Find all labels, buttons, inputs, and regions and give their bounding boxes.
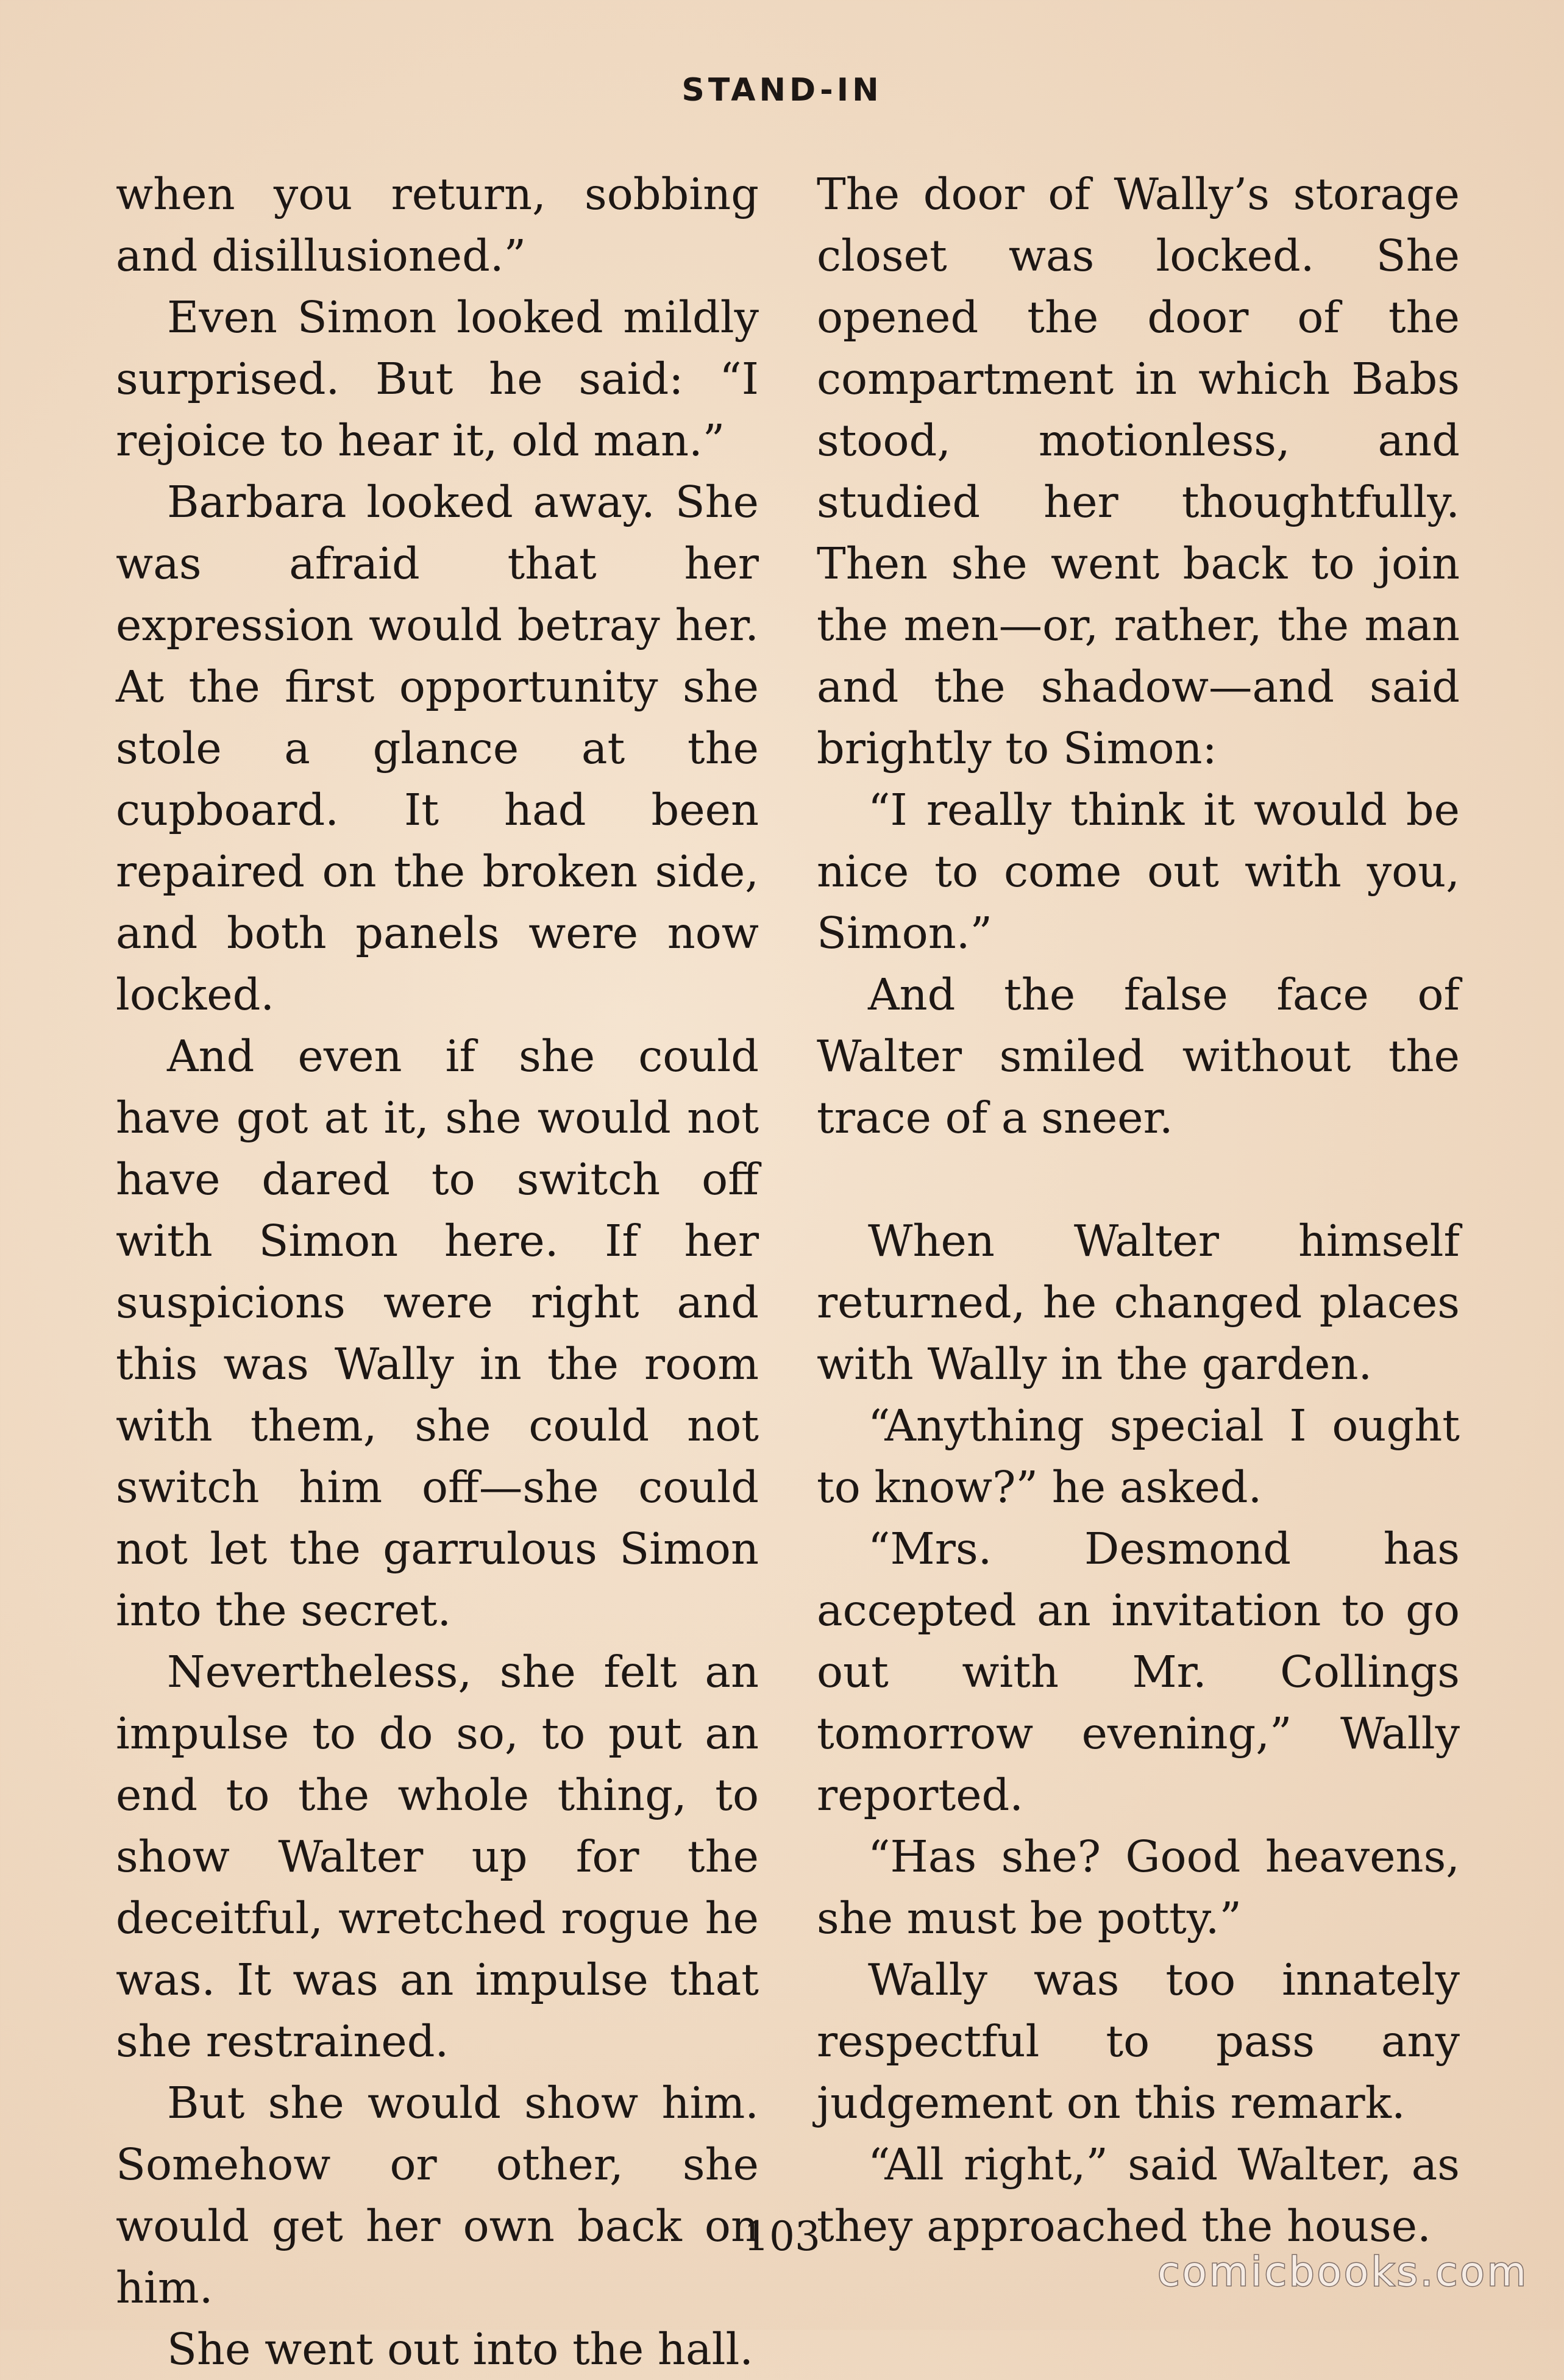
- paragraph: “Mrs. Desmond has accepted an invitation to go out with Mr. Collings tomorrow evening,” Wally reported.: [817, 1523, 1460, 1820]
- page-number: 103: [744, 2213, 820, 2260]
- paragraph: Wally was too innately respectful to pass any judgement on this remark.: [817, 1954, 1460, 2128]
- paragraph: “All right,” said Walter, as they approached the house.: [817, 2139, 1460, 2251]
- paragraph: Even Simon looked mildly surprised. But he said: “I rejoice to hear it, old man.”: [116, 292, 759, 466]
- paragraph: The door of Wally’s storage closet was locked. She opened the door of the compartment in which Babs stood, motionless, and studied her thoughtfully. Then she went back to join the men—or, rather, the man and the shadow—and said brightly to Simon:: [817, 169, 1460, 774]
- left-text-column: [116, 163, 759, 2380]
- paragraph: Nevertheless, she felt an impulse to do so, to put an end to the whole thing, to show Walter up for the deceitful, wretched rogue he was. It was an impulse that she restrained.: [116, 1647, 759, 2067]
- paragraph: “Has she? Good heavens, she must be potty.”: [817, 1831, 1460, 1944]
- paragraph: Barbara looked away. She was afraid that her expression would betray her. At the first opportunity she stole a glance at the cupboard. It had been repaired on the broken side, and both panels were now locked.: [116, 477, 759, 1020]
- paragraph: But she would show him. Somehow or other, she would get her own back on him.: [116, 2078, 759, 2313]
- paragraph: She went out into the hall.: [167, 2324, 754, 2375]
- paragraph: And even if she could have got at it, she would not have dared to switch off with Simon here. If her suspicions were right and this was Wally in the room with them, she could not switch him off—she could not let the garrulous Simon into the secret.: [116, 1031, 759, 1636]
- site-watermark: comicbooks.com: [1157, 2248, 1529, 2295]
- paragraph: When Walter himself returned, he changed places with Wally in the garden.: [817, 1216, 1460, 1389]
- section-break: [817, 1149, 1460, 1210]
- paragraph: when you return, sobbing and disillusioned.”: [116, 169, 759, 281]
- paragraph: And the false face of Walter smiled without the trace of a sneer.: [817, 969, 1460, 1143]
- paragraph: “Anything special I ought to know?” he asked.: [817, 1400, 1460, 1512]
- right-text-column: [817, 163, 1460, 2257]
- paragraph: “I really think it would be nice to come out with you, Simon.”: [817, 785, 1460, 958]
- running-title: STAND-IN: [681, 72, 883, 109]
